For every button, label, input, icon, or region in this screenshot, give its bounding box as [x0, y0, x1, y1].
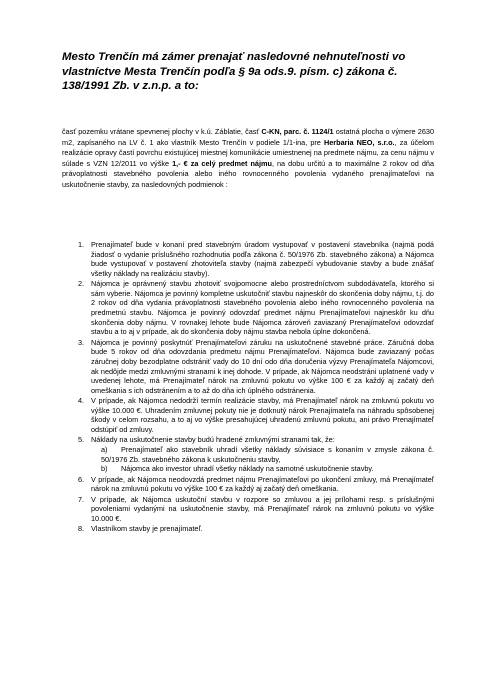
parcel-number: C-KN, parc. č. 1124/1 — [261, 127, 334, 136]
condition-number: 4. — [78, 396, 85, 406]
sub-condition-b — [91, 464, 434, 474]
condition-item — [78, 338, 434, 396]
condition-number: 2. — [78, 279, 85, 289]
condition-number: 3. — [78, 337, 85, 347]
sub-condition-text: Nájomca ako investor uhradí všetky náklady na samotné uskutočnenie stavby. — [121, 464, 374, 474]
condition-number: 8. — [78, 524, 85, 534]
condition-number: 7. — [78, 494, 85, 504]
sub-condition-letter: a) — [101, 445, 108, 455]
intro-text-4: , na dobu určitú a to maximálne 2 rokov od dňa právoplatnosti stavebného povolenia alebo iného rovnocenného povolenia vydaného prenajímateľovi na uskutočnenie stavby, za nasledovných podmienok : — [62, 158, 435, 189]
condition-text: V prípade, ak Nájomca neodovzdá predmet nájmu Prenajímateľovi po ukončení zmluvy, má Prenajímateľ nárok na zmluvnú pokutu vo výške 100 € za každý aj začatý deň omeškania. — [91, 474, 434, 494]
condition-text: Náklady na uskutočnenie stavby budú hradené zmluvnými stranami tak, že: — [91, 435, 335, 445]
condition-text: V prípade, ak Nájomca nedodrží termín realizácie stavby, má Prenajímateľ nárok na zmluvnú pokutu vo výške 10.000 €. Uhradením zmluvnej pokuty nie je dotknutý nárok Prenajímateľa na náhradu spôsobenej škody v celom rozsahu, a to aj vo výške presahujúcej uhradenú zmluvnú pokutu, ani právo Prenajímateľ odstúpiť od zmluvy. — [91, 396, 434, 434]
conditions-list — [78, 240, 434, 535]
condition-number: 6. — [78, 474, 85, 484]
condition-number: 5. — [78, 435, 85, 445]
rent-price: 1,- € za celý predmet nájmu — [172, 158, 272, 168]
condition-text: Nájomca je oprávnený stavbu zhotoviť svojpomocne alebo prostredníctvom subdodávateľa, ktorého si sám vyberie. Nájomca je povinný kompletne uskutočniť stavbu najneskôr do skončenia doby nájmu, t.j. do 2 rokov od dňa vydania právoplatnosti stavebného povolenia alebo iného rovnocenného povolenia na predmetnú stavbu. Nájomca je povinný odovzdať predmet nájmu Prenajímateľovi najneskôr ku dňu skončenia doby nájmu. V rovnakej lehote bude Nájomca zároveň zaviazaný Prenajímateľovi odovzdať stavbu a to aj v prípade, ak do skončenia doby nájmu stavba nebola úplne dokončená. — [91, 279, 434, 337]
condition-text: V prípade, ak Nájomca uskutoční stavbu v rozpore so zmluvou a jej prílohami resp. s príslušnými povoleniami vydanými na uskutočnenie stavby, má Prenajímateľ nárok na zmluvnú pokutu vo výške 10.000 €. — [91, 494, 434, 523]
condition-item — [78, 524, 434, 534]
condition-text: Nájomca je povinný poskytnúť Prenajímateľovi záruku na uskutočnené stavebné práce. Záručná doba bude 5 rokov od dňa odovzdania predmetu nájmu Prenajímateľovi. Nájomca bude zaviazaný počas záručnej doby bezodplatne odstrániť vady do 10 dní odo dňa doručenia výzvy Prenajímateľa Nájomcovi, ak nedôjde medzi zmluvnými stranami k inej dohode. V prípade, ak Nájomca neodstráni uplatnené vady v uvedenej lehote, má Prenajímateľ nárok na zmluvnú pokutu vo výške 100 € za každý aj začatý deň omeškania s ich odstránením a to až do dňa ich úplného odstránenia. — [91, 337, 434, 395]
intro-text-2: ostatná plocha o výmere 2630 m2, zapísaného na LV č. 1 ako vlastník Mesto Trenčín v podiele 1/1-ina, pre — [62, 127, 435, 147]
sub-condition-text: Prenajímateľ ako stavebník uhradí všetky náklady súvisiace s konaním v zmysle zákona č. 50/1976 Zb. stavebného zákona k uskutočneniu stavby, — [101, 445, 434, 464]
condition-item — [78, 396, 434, 434]
intro-text-3: , za účelom realizácie opravy častí povrchu existujúcej miestnej komunikácie umiestnenej na predmete nájmu, za cenu nájmu v súlade s VZN 12/2011 vo výške — [62, 137, 434, 168]
company-name: Herbaria NEO, s.r.o. — [323, 137, 395, 147]
condition-item — [78, 475, 434, 494]
condition-item — [78, 435, 434, 473]
intro-paragraph — [62, 127, 434, 190]
intro-text-1: časť pozemku vrátane spevnenej plochy v k.ú. Záblatie, časť — [62, 127, 262, 136]
condition-text: Prenajímateľ bude v konaní pred stavebným úradom vystupovať v postavení stavebníka (najmä podá žiadosť o vydanie príslušného rozhodnutia podľa zákona č. 50/1976 Zb. stavebného zákona) a Nájomca bude vystupovať v postavení zhotoviteľa stavby (najmä zabezpečí vybudovanie stavby a bude znášať všetky náklady na realizáciu stavby). — [91, 240, 434, 278]
condition-number: 1. — [78, 240, 85, 249]
condition-item — [78, 240, 434, 278]
condition-item — [78, 279, 434, 337]
document-heading: Mesto Trenčín má zámer prenajať nasledovné nehnuteľnosti vo vlastníctve Mesta Trenčín podľa § 9a ods.9. písm. c) zákona č. 138/1991 Zb. v z.n.p. a to: — [62, 51, 406, 93]
sub-condition-a — [91, 445, 434, 464]
condition-text: Vlastníkom stavby je prenajímateľ. — [91, 524, 203, 534]
condition-item — [78, 495, 434, 524]
sub-condition-letter: b) — [101, 464, 108, 474]
